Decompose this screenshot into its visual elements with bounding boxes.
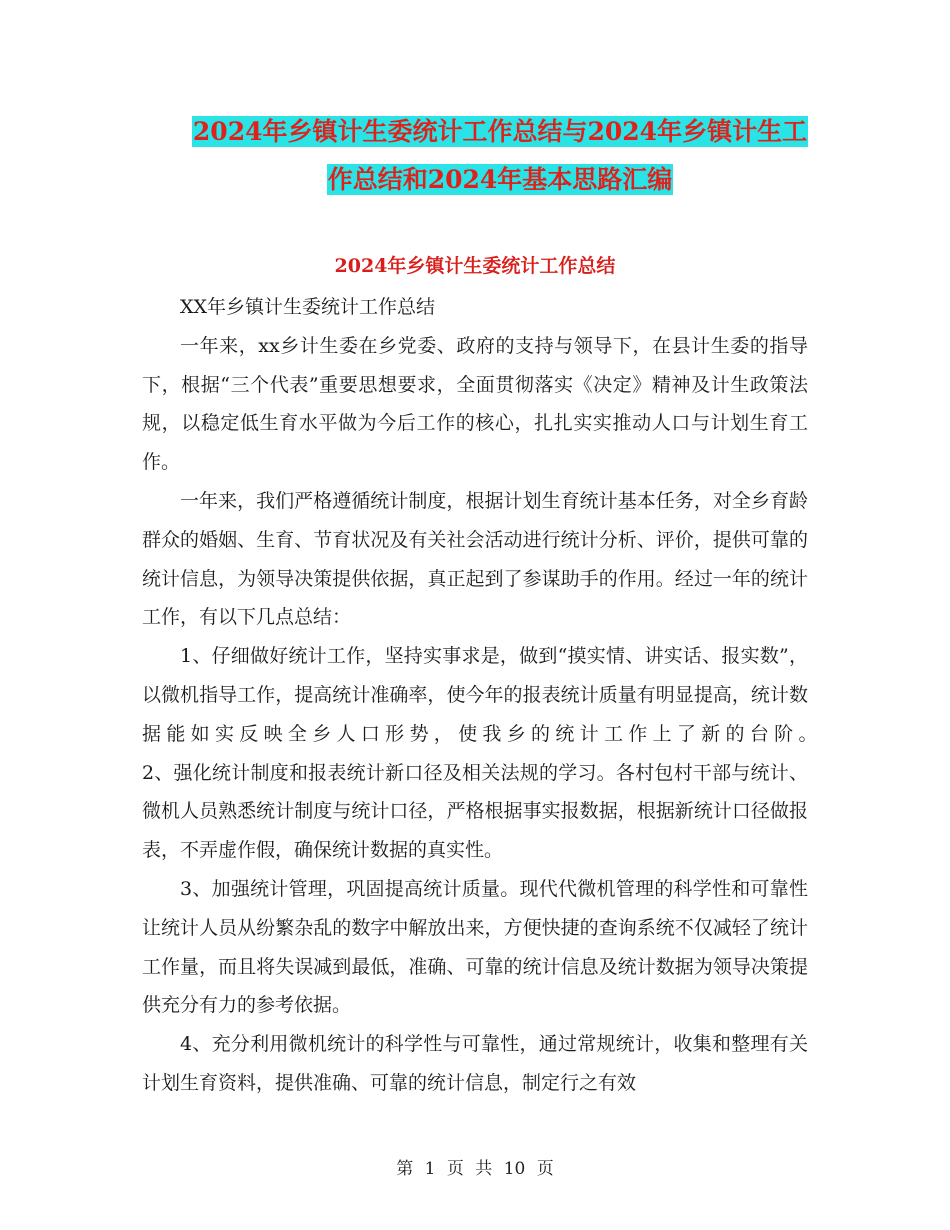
document-title-line-2: 作总结和2024年基本思路汇编 xyxy=(327,165,673,194)
paragraph: 1、仔细做好统计工作，坚持实事求是，做到“摸实情、讲实话、报实数”，以微机指导工作，提高统计准确率，使今年的报表统计质量有明显提高，统计数据能如实反映全乡人口形势，使我乡的统计工作上了新的台阶。 2、强化统计制度和报表统计新口径及相关法规的学习。各村包村干部与统计、微机人员熟悉统计制度与统计口径，严格根据事实报数据，根据新统计口径做报表，不弄虚作假，确保统计数据的真实性。 xyxy=(142,645,942,862)
paragraph: 4、充分利用微机统计的科学性与可靠性，通过常规统计，收集和整理有关计划生育资料，提供准确、可靠的统计信息，制定行之有效 xyxy=(142,1033,808,1094)
paragraph: 3、加强统计管理，巩固提高统计质量。现代代微机管理的科学性和可靠性让统计人员从纷繁杂乱的数字中解放出来，方便快捷的查询系统不仅减轻了统计工作量，而且将失误减到最低，准确、可靠的统计信息及统计数据为领导决策提供充分有力的参考依据。 xyxy=(142,877,808,1017)
paragraph: 一年来，我们严格遵循统计制度，根据计划生育统计基本任务，对全乡育龄群众的婚姻、生育、节育状况及有关社会活动进行统计分析、评价，提供可靠的统计信息，为领导决策提供依据，真正起到了参谋助手的作用。经过一年的统计工作，有以下几点总结： xyxy=(142,489,808,629)
paragraph: 一年来，xx乡计生委在乡党委、政府的支持与领导下，在县计生委的指导下，根据“三个代表”重要思想要求，全面贯彻落实《决定》精神及计生政策法规，以稳定低生育水平做为今后工作的核心，扎扎实实推动人口与计划生育工作。 xyxy=(142,334,808,474)
document-title-line-1: 2024年乡镇计生委统计工作总结与2024年乡镇计生工 xyxy=(192,117,808,146)
page-footer: 第 1 页 共 10 页 xyxy=(396,1159,554,1179)
section-title: 2024年乡镇计生委统计工作总结 xyxy=(334,255,616,277)
document-title xyxy=(140,108,860,204)
paragraph-heading: XX年乡镇计生委统计工作总结 xyxy=(180,296,436,318)
document-body xyxy=(142,288,942,1103)
